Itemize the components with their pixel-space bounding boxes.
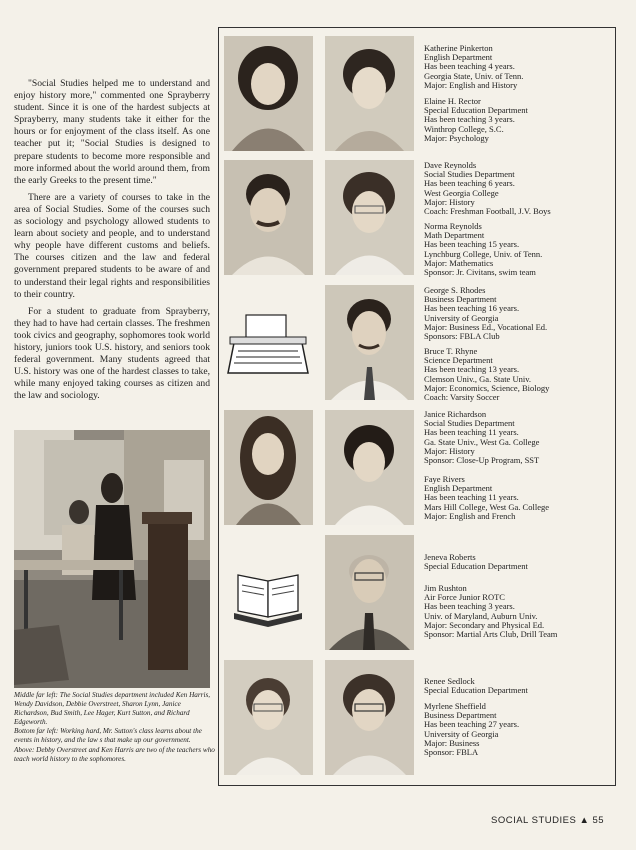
bio-line: Social Studies Department [424, 169, 515, 180]
page-footer [491, 815, 604, 826]
portrait-photo [224, 36, 313, 151]
faculty-bio [424, 44, 523, 90]
bio-line: Major: Psychology [424, 132, 489, 143]
bio-line: West Georgia College [424, 187, 499, 198]
faculty-bio [424, 702, 519, 757]
triangle-icon: ▲ [579, 815, 590, 826]
portrait-photo [325, 660, 414, 775]
essay-paragraph: For a student to graduate from Sprayberry, they had to have had certain classes. The freshmen took civics and geography, sophomores took world history, juniors took U.S. history, and seniors took federal government. Many students agreed that U.S. history was one of the hardest classes to take, while many enjoyed taking courses as citizen and the law and sociology. [14, 305, 210, 402]
bio-line: Major: Business [424, 737, 480, 748]
book-illustration [224, 535, 313, 650]
bio-line: Science Department [424, 355, 493, 366]
portrait-photo [325, 160, 414, 275]
bio-line: Univ. of Maryland, Auburn Univ. [424, 610, 538, 621]
faculty-bio [424, 286, 547, 341]
bio-line: Has been teaching 6 years. [424, 178, 515, 189]
faculty-bio [424, 347, 549, 402]
bio-name: Janice Richardson [424, 409, 487, 419]
classroom-photo [14, 430, 210, 688]
bio-line: Special Education Department [424, 685, 528, 696]
bio-line: Sponsor: Martial Arts Club, Drill Team [424, 629, 558, 640]
caption: Above: Debby Overstreet and Ken Harris are two of the teachers who teach world history to the sophomores. [14, 745, 215, 763]
bio-line: Major: English and History [424, 79, 518, 90]
caption: Bottom far left: Working hard, Mr. Sutton's class learns about the events in history, and the law s that make up our government. [14, 727, 202, 745]
bio-line: Major: Secondary and Physical Ed. [424, 619, 545, 630]
bio-line: Lynchburg College, Univ. of Tenn. [424, 248, 543, 259]
bio-line: Air Force Junior ROTC [424, 592, 505, 603]
bio-line: Coach: Freshman Football, J.V. Boys [424, 206, 551, 217]
portrait-photo [325, 285, 414, 400]
essay-paragraph: There are a variety of courses to take in the area of Social Studies. Some of the courses such as sociology and psychology allowed students to learn about society and people, and to understand why people have different customs and beliefs. The courses citizen and the law and federal government prepared students to be aware of and to understand their legal rights and responsibilities to their country. [14, 191, 210, 300]
bio-name: Katherine Pinkerton [424, 43, 493, 53]
bio-name: Renee Sedlock [424, 676, 475, 686]
caption: Middle far left: The Social Studies department included Ken Harris, Wendy Davidson, Debbie Overstreet, Sharon Lynn, Janice Richardson, Bud Smith, Lee Hager, Kurt Sutton, and Richard Edgeworth. [14, 691, 211, 727]
bio-line: Mars Hill College, West Ga. College [424, 501, 549, 512]
portrait-photo [224, 660, 313, 775]
bio-name: Jeneva Roberts [424, 552, 476, 562]
bio-line: Has been teaching 4 years. [424, 61, 515, 72]
bio-line: Has been teaching 13 years. [424, 364, 520, 375]
bio-line: Georgia State, Univ. of Tenn. [424, 70, 524, 81]
bio-line: University of Georgia [424, 312, 499, 323]
bio-line: Has been teaching 27 years. [424, 719, 520, 730]
bio-line: Business Department [424, 294, 497, 305]
portrait-photo [325, 410, 414, 525]
bio-name: Norma Reynolds [424, 221, 482, 231]
bio-line: Sponsor: Close-Up Program, SST [424, 455, 540, 466]
bio-name: George S. Rhodes [424, 285, 486, 295]
bio-line: Sponsor: FBLA [424, 747, 479, 758]
faculty-bio [424, 222, 542, 277]
portrait-photo [224, 410, 313, 525]
portrait-photo [325, 535, 414, 650]
bio-line: English Department [424, 483, 493, 494]
bio-line: Has been teaching 3 years. [424, 601, 515, 612]
bio-line: Sponsors: FBLA Club [424, 331, 500, 342]
section-title: SOCIAL STUDIES [491, 815, 577, 826]
faculty-bio [424, 677, 528, 695]
bio-line: Coach: Varsity Soccer [424, 392, 500, 403]
bio-line: Has been teaching 11 years. [424, 427, 519, 438]
bio-line: Major: Economics, Science, Biology [424, 382, 550, 393]
bio-line: Math Department [424, 230, 485, 241]
faculty-bio [424, 584, 557, 639]
typewriter-illustration [224, 285, 313, 400]
bio-name: Myrlene Sheffield [424, 701, 486, 711]
bio-line: Has been teaching 15 years. [424, 239, 520, 250]
bio-line: Has been teaching 16 years. [424, 303, 520, 314]
bio-line: University of Georgia [424, 728, 499, 739]
bio-name: Faye Rivers [424, 474, 465, 484]
faculty-bio [424, 410, 539, 465]
bio-line: Major: English and French [424, 510, 516, 521]
bio-line: Has been teaching 11 years. [424, 492, 519, 503]
bio-line: Special Education Department [424, 105, 528, 116]
bio-name: Elaine H. Rector [424, 96, 481, 106]
portrait-photo [325, 36, 414, 151]
bio-line: Social Studies Department [424, 418, 515, 429]
page-number: 55 [592, 815, 605, 826]
faculty-bio [424, 553, 528, 571]
bio-line: Special Education Department [424, 561, 528, 572]
photo-captions [14, 691, 216, 764]
bio-line: Has been teaching 3 years. [424, 114, 515, 125]
bio-line: English Department [424, 52, 493, 63]
faculty-bio [424, 475, 549, 521]
bio-name: Jim Rushton [424, 583, 467, 593]
bio-line: Major: Mathematics [424, 257, 494, 268]
bio-line: Winthrop College, S.C. [424, 123, 504, 134]
bio-line: Sponsor: Jr. Civitans, swim team [424, 267, 536, 278]
bio-line: Clemson Univ., Ga. State Univ. [424, 373, 532, 384]
faculty-bio [424, 97, 528, 143]
bio-line: Major: History [424, 196, 475, 207]
bio-name: Dave Reynolds [424, 160, 477, 170]
bio-line: Business Department [424, 710, 497, 721]
portrait-photo [224, 160, 313, 275]
bio-line: Major: Business Ed., Vocational Ed. [424, 321, 548, 332]
bio-line: Ga. State Univ., West Ga. College [424, 436, 540, 447]
bio-name: Bruce T. Rhyne [424, 346, 478, 356]
faculty-bio [424, 161, 551, 216]
essay-text [14, 78, 210, 407]
essay-paragraph: "Social Studies helped me to understand and enjoy history more," commented one Sprayberry student. Since it is one of the hardest subjects at Sprayberry, many students take it either for the hours or for enjoyment of the class itself. As one teacher put it; "Social Studies is designed to prepare students to become more responsible and more informed about the world around them, from the early Greeks to the present time." [14, 78, 210, 186]
bio-line: Major: History [424, 445, 475, 456]
